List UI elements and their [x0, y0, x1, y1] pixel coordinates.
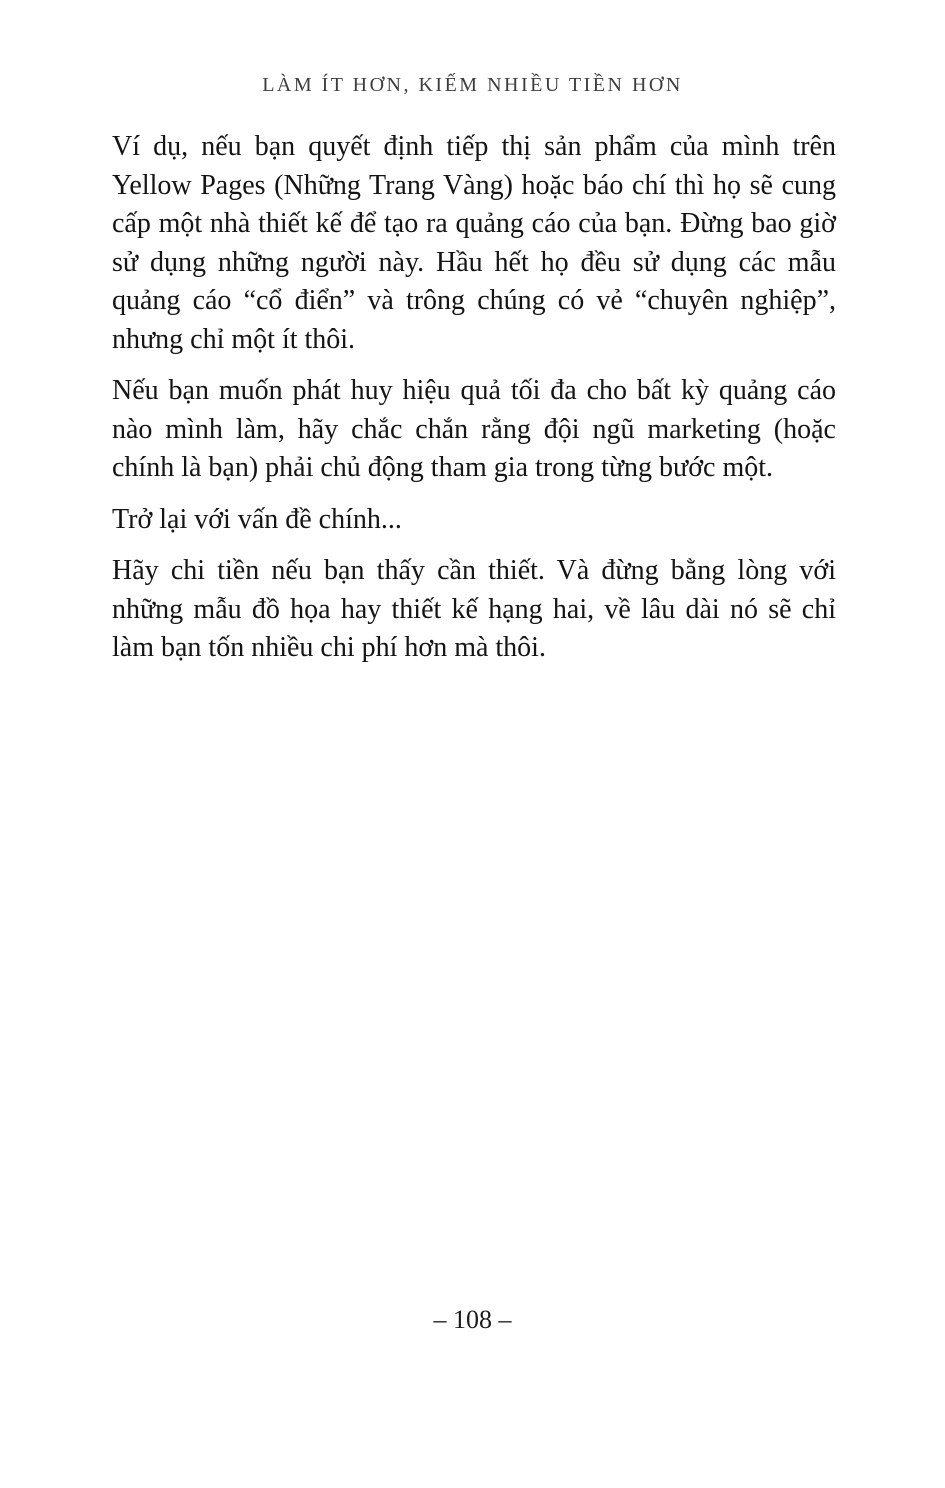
paragraph: Nếu bạn muốn phát huy hiệu quả tối đa cho bất kỳ quảng cáo nào mình làm, hãy chắc chắn rằng đội ngũ marketing (hoặc chính là bạn) phải chủ động tham gia trong từng bước một.: [112, 375, 836, 483]
paragraph: Ví dụ, nếu bạn quyết định tiếp thị sản phẩm của mình trên Yellow Pages (Những Trang Vàng) hoặc báo chí thì họ sẽ cung cấp một nhà thiết kế để tạo ra quảng cáo của bạn. Đừng bao giờ sử dụng những người này. Hầu hết họ đều sử dụng các mẫu quảng cáo “cổ điển” và trông chúng có vẻ “chuyên nghiệp”, nhưng chỉ một ít thôi.: [112, 131, 836, 355]
running-head: LÀM ÍT HƠN, KIẾM NHIỀU TIỀN HƠN: [262, 74, 683, 96]
page-body: [112, 128, 836, 681]
paragraph: Hãy chi tiền nếu bạn thấy cần thiết. Và đừng bằng lòng với những mẫu đồ họa hay thiết kế hạng hai, về lâu dài nó sẽ chỉ làm bạn tốn nhiều chi phí hơn mà thôi.: [112, 555, 836, 663]
paragraph: Trở lại với vấn đề chính...: [112, 503, 402, 535]
page-number: – 108 –: [433, 1305, 512, 1334]
